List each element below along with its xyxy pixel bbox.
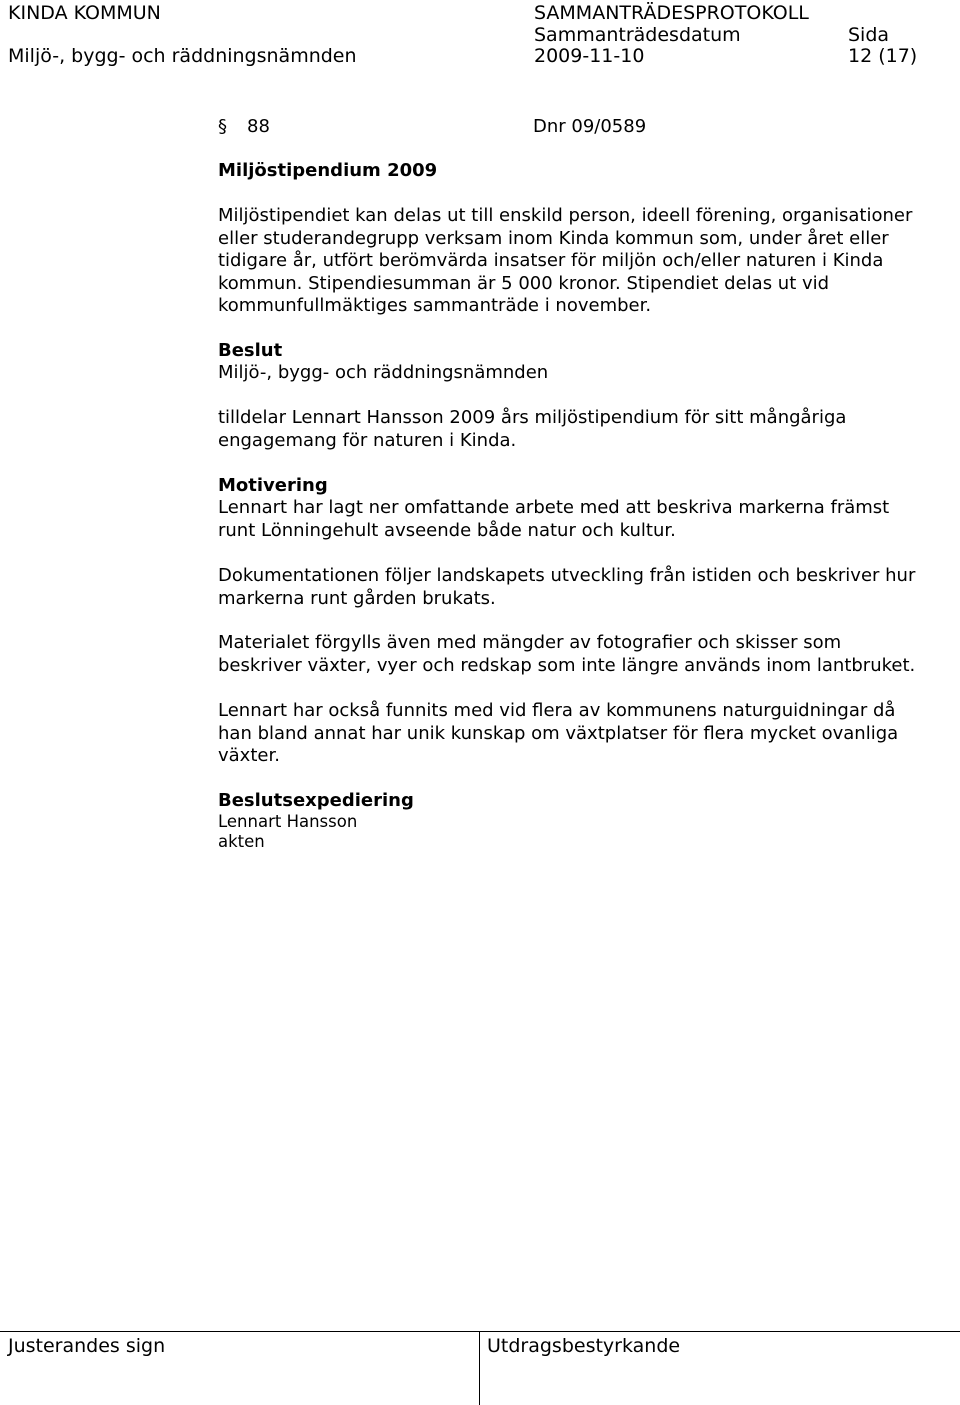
certification-label: Utdragsbestyrkande [487, 1335, 681, 1357]
decision-heading: Beslut [218, 340, 283, 361]
signature-footer [0, 1331, 960, 1405]
motivation-line: växter. [218, 745, 280, 766]
section-number: 88 [247, 116, 270, 137]
committee-name: Miljö-, bygg- och räddningsnämnden [8, 45, 357, 67]
motivation-line: han bland annat har unik kunskap om växtplatser för flera mycket ovanliga [218, 722, 899, 744]
meeting-date-label: Sammanträdesdatum [534, 24, 741, 46]
motivation-line: runt Lönningehult avseende både natur och kultur. [218, 519, 676, 541]
motivation-line: Materialet förgylls även med mängder av fotografier och skisser som [218, 632, 842, 653]
distribution-recipient: akten [218, 832, 265, 851]
section-title: Miljöstipendium 2009 [218, 160, 438, 181]
case-number: Dnr 09/0589 [533, 116, 647, 137]
paragraph-symbol: § [218, 116, 227, 137]
meeting-date-value: 2009-11-10 [534, 45, 645, 67]
distribution-list [218, 812, 357, 852]
decision-text [218, 407, 846, 452]
document-type: SAMMANTRÄDESPROTOKOLL [534, 2, 809, 24]
motivation-line: Dokumentationen följer landskapets utveckling från istiden och beskriver hur [218, 565, 916, 586]
intro-line: eller studerandegrupp verksam inom Kinda kommun som, under året eller [218, 227, 889, 249]
footer-divider [479, 1332, 480, 1405]
page-label: Sida [848, 24, 890, 46]
motivation-heading: Motivering [218, 475, 328, 496]
decision-line: engagemang för naturen i Kinda. [218, 429, 517, 451]
motivation-line: Lennart har också funnits med vid flera av kommunens naturguidningar då [218, 700, 896, 721]
motivation-line: beskriver växter, vyer och redskap som inte längre används inom lantbruket. [218, 654, 916, 676]
distribution-recipient: Lennart Hansson [218, 812, 358, 831]
motivation-line: markerna runt gården brukats. [218, 587, 496, 609]
signature-label: Justerandes sign [8, 1335, 166, 1357]
intro-line: Miljöstipendiet kan delas ut till enskild person, ideell förening, organisationer [218, 205, 913, 226]
decision-line: tilldelar Lennart Hansson 2009 års miljöstipendium för sitt mångåriga [218, 407, 847, 428]
motivation-paragraph-4 [218, 700, 898, 768]
intro-line: kommun. Stipendiesumman är 5 000 kronor. Stipendiet delas ut vid [218, 272, 830, 294]
motivation-paragraph-3 [218, 632, 915, 677]
motivation-paragraph-1 [218, 497, 889, 542]
intro-line: kommunfullmäktiges sammanträde i november. [218, 295, 652, 316]
page-number: 12 (17) [848, 45, 918, 67]
motivation-line: Lennart har lagt ner omfattande arbete med att beskriva markerna främst [218, 497, 890, 518]
intro-line: tidigare år, utfört berömvärda insatser för miljön och/eller naturen i Kinda [218, 250, 884, 271]
organization-name: KINDA KOMMUN [8, 2, 161, 24]
decision-body: Miljö-, bygg- och räddningsnämnden [218, 362, 549, 383]
distribution-heading: Beslutsexpediering [218, 790, 414, 811]
motivation-paragraph-2 [218, 565, 915, 610]
intro-paragraph [218, 205, 912, 318]
